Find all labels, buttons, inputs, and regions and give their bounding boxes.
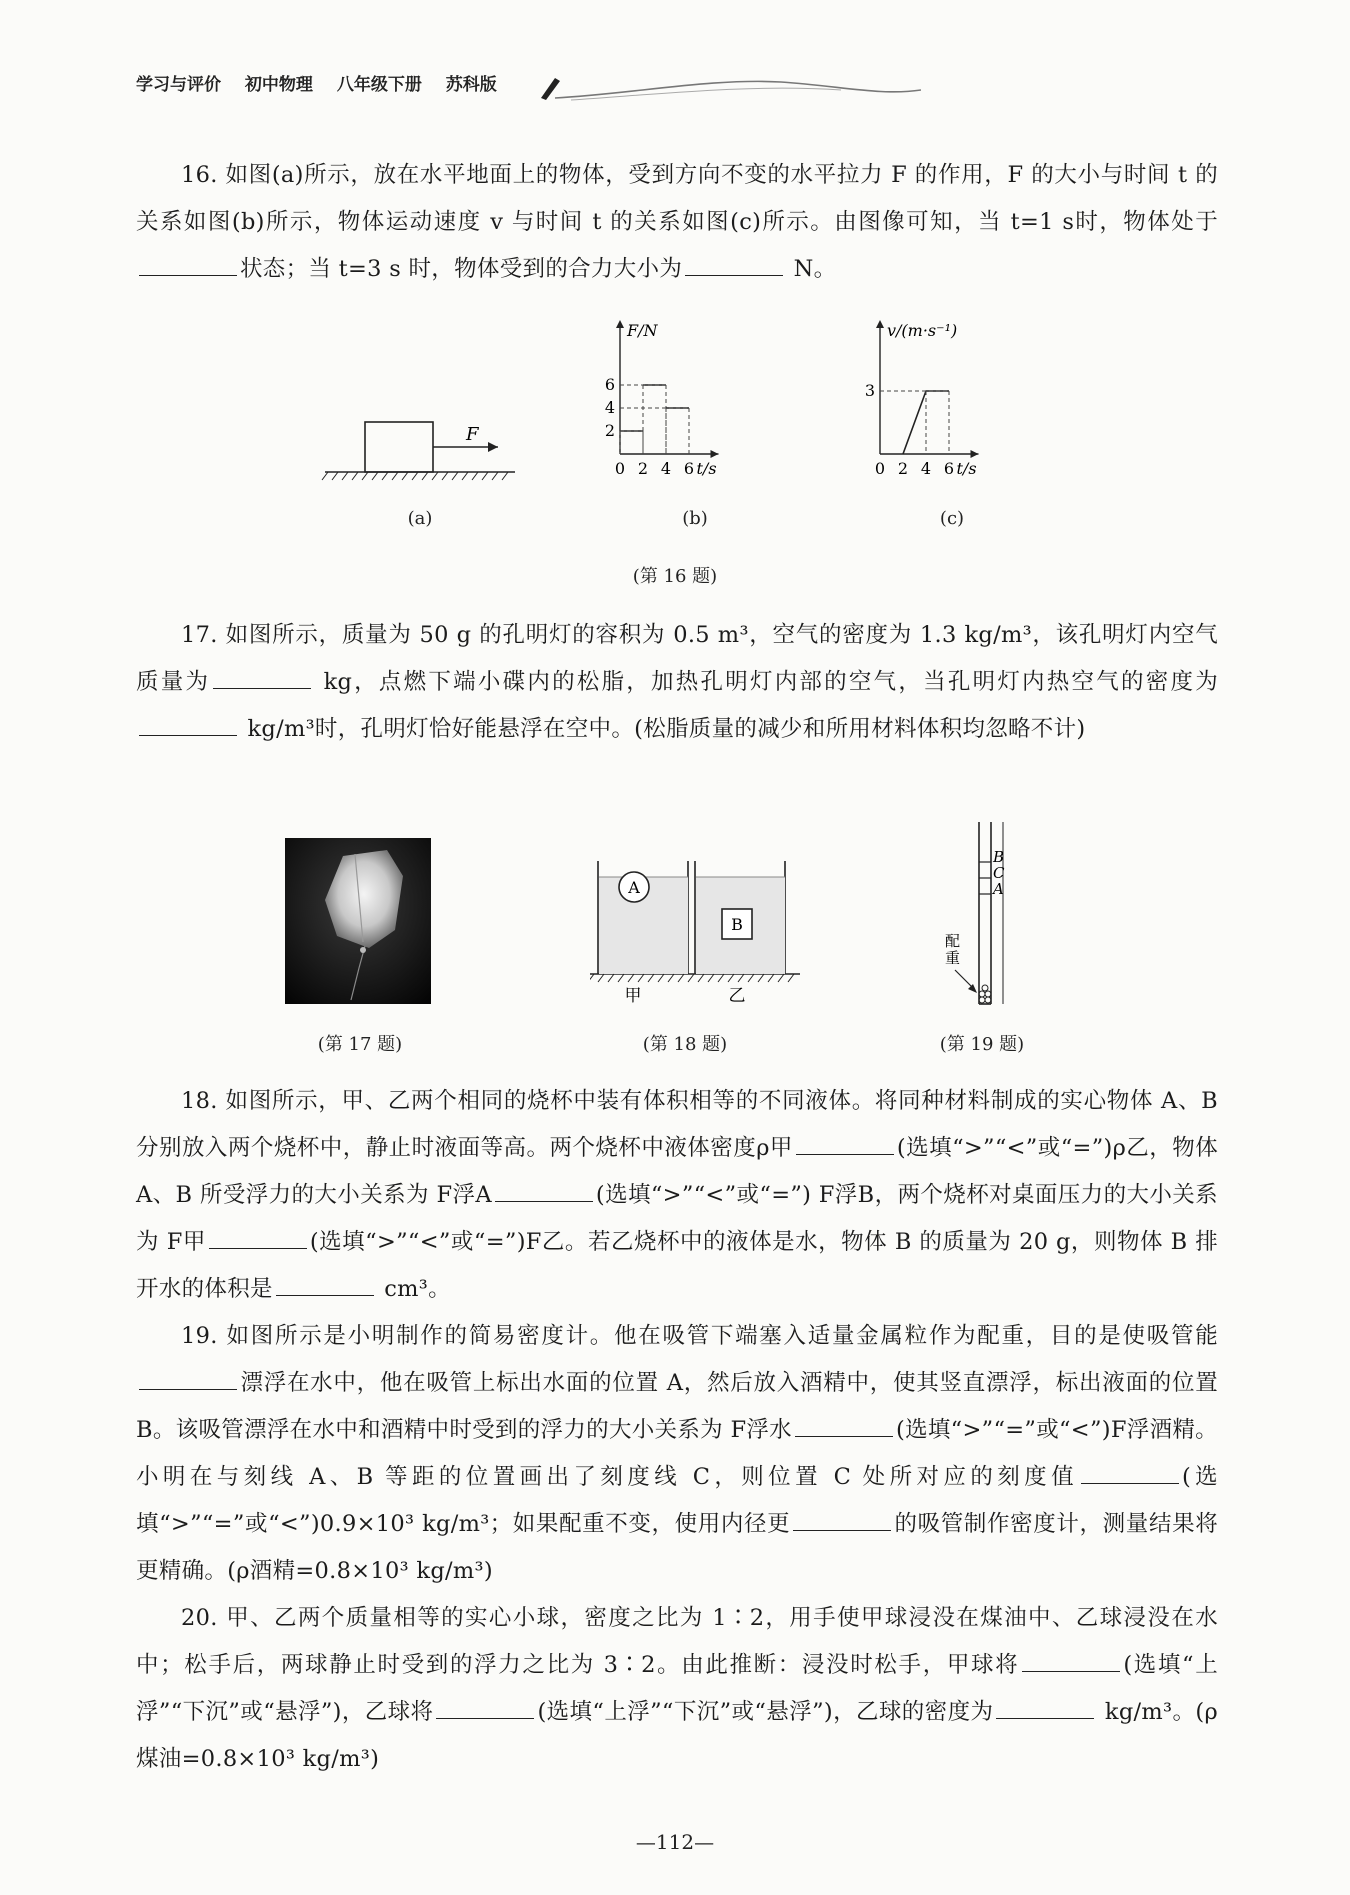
q20-blank-1[interactable] — [1022, 1651, 1120, 1672]
caption-16c: (c) — [939, 508, 965, 529]
q19-text-3: (选填“>”“=”或“<”)F浮酒精。小明在与刻线 A、B 等距的位置画出了刻度线 C，则位置 C 处所对应的刻度值 — [136, 1417, 1218, 1490]
question-18 — [136, 1078, 1218, 1313]
ball-a-label: A — [628, 878, 640, 897]
caption-16b: (b) — [682, 508, 708, 529]
q18-text-5: cm³。 — [376, 1276, 451, 1302]
caption-question-18: (第 18 题) — [642, 1034, 728, 1055]
caption-question-16: (第 16 题) — [632, 566, 718, 587]
q18-text-1: 18. 如图所示，甲、乙两个相同的烧杯中装有体积相等的不同液体。将同种材料制成的实心物体 A、B 分别放入两个烧杯中，静止时液面等高。两个烧杯中液体密度ρ甲 — [136, 1088, 1218, 1161]
q18-blank-1[interactable] — [796, 1134, 894, 1155]
page-header — [136, 70, 1216, 104]
q17-blank-1[interactable] — [213, 668, 311, 689]
q17-blank-2[interactable] — [139, 715, 237, 736]
beaker-jia-label: 甲 — [624, 986, 642, 1006]
caption-question-19: (第 19 题) — [939, 1034, 1025, 1055]
chart-16c — [860, 314, 1050, 484]
chart-c-y-arrow — [876, 320, 884, 328]
mark-b-label: B — [993, 848, 1005, 866]
q16-blank-2[interactable] — [685, 255, 783, 276]
figure-18-beakers — [590, 856, 820, 1006]
object-block — [365, 422, 433, 472]
q19-text-4: (选填“>”“=”或“<”)0.9×10³ kg/m³；如果配重不变，使用内径更 — [136, 1464, 1218, 1537]
chart-c-y-tick: 3 — [864, 381, 875, 400]
chart-b-y-tick: 2 — [604, 421, 615, 440]
metal-grains — [979, 985, 991, 1003]
q20-text-1: 20. 甲、乙两个质量相等的实心小球，密度之比为 1∶2，用手使甲球浸没在煤油中、乙球浸没在水中；松手后，两球静止时受到的浮力之比为 3∶2。由此推断：浸没时松手，甲球将 — [136, 1605, 1218, 1678]
q17-text-2: kg，点燃下端小碟内的松脂，加热孔明灯内部的空气，当孔明灯内热空气的密度为 — [314, 669, 1219, 695]
question-19 — [136, 1313, 1218, 1595]
chart-b-y-tick: 4 — [604, 398, 615, 417]
page-number: —112— — [635, 1830, 715, 1854]
q20-text-3: (选填“上浮”“下沉”或“悬浮”)，乙球的密度为 — [537, 1699, 994, 1725]
block-b-label: B — [731, 915, 743, 934]
mark-a-label: A — [993, 880, 1004, 898]
q19-blank-1[interactable] — [139, 1369, 237, 1390]
chart-c-x-tick: 4 — [920, 459, 932, 478]
chart-b-y-label: F/N — [627, 321, 658, 340]
q20-text-4: kg/m³。(ρ煤油=0.8×10³ kg/m³) — [136, 1699, 1218, 1772]
q20-text-2: (选填“上浮”“下沉”或“悬浮”)，乙球将 — [136, 1652, 1218, 1725]
figure-19-densimeter — [935, 818, 1025, 1008]
q16-text-1: 16. 如图(a)所示，放在水平地面上的物体，受到方向不变的水平拉力 F 的作用，F 的大小与时间 t 的关系如图(b)所示，物体运动速度 v 与时间 t 的关系如图(c)所示。由图像可知，当 t=1 s时，物体处于 — [136, 162, 1218, 235]
q19-text-5: 的吸管制作密度计，测量结果将更精确。(ρ酒精=0.8×10³ kg/m³) — [136, 1511, 1218, 1584]
mark-c-label: C — [993, 864, 1005, 882]
chart-c-y-label: v/(m·s⁻¹) — [887, 321, 958, 340]
force-label: F — [466, 424, 479, 445]
q19-blank-4[interactable] — [793, 1510, 891, 1531]
caption-question-17: (第 17 题) — [317, 1034, 403, 1055]
pen-icon — [541, 64, 921, 104]
q19-blank-3[interactable] — [1081, 1463, 1179, 1484]
chart-16b — [600, 314, 770, 484]
chart-b-x-tick: 0 — [614, 459, 626, 478]
q18-blank-3[interactable] — [209, 1228, 307, 1249]
beaker-yi-label: 乙 — [728, 986, 746, 1006]
figure-16a — [320, 410, 520, 490]
q16-text-2: 状态；当 t=3 s 时，物体受到的合力大小为 — [240, 256, 683, 282]
q19-text-1: 19. 如图所示是小明制作的简易密度计。他在吸管下端塞入适量金属粒作为配重，目的是使吸管能 — [181, 1323, 1218, 1349]
q16-text-3: N。 — [786, 256, 837, 282]
q19-text-2: 漂浮在水中，他在吸管上标出水面的位置 A，然后放入酒精中，使其竖直漂浮，标出液面的位置 B。该吸管漂浮在水中和酒精中时受到的浮力的大小关系为 F浮水 — [136, 1370, 1218, 1443]
q18-blank-4[interactable] — [276, 1275, 374, 1296]
figure-17-lantern-photo — [285, 838, 431, 1004]
header-grade: 八年级下册 — [336, 75, 422, 95]
header-edition: 苏科版 — [445, 75, 497, 95]
chart-b-x-tick: 4 — [660, 459, 672, 478]
chart-b-x-label: t/s — [696, 459, 717, 478]
caption-16a: (a) — [407, 508, 433, 529]
q19-blank-2[interactable] — [795, 1416, 893, 1437]
q18-blank-2[interactable] — [495, 1181, 593, 1202]
q17-text-3: kg/m³时，孔明灯恰好能悬浮在空中。(松脂质量的减少和所用材料体积均忽略不计) — [240, 716, 1086, 742]
chart-b-y-tick: 6 — [604, 375, 615, 394]
chart-c-x-label: t/s — [956, 459, 977, 478]
question-17 — [136, 612, 1218, 753]
chart-c-x-arrow — [971, 450, 979, 458]
chart-c-x-tick: 0 — [874, 459, 886, 478]
q16-blank-1[interactable] — [139, 255, 237, 276]
weight-label: 配重 — [945, 932, 961, 967]
chart-c-x-tick: 2 — [897, 459, 909, 478]
q20-blank-3[interactable] — [996, 1698, 1094, 1719]
chart-b-y-arrow — [616, 320, 624, 328]
header-subject: 初中物理 — [244, 75, 313, 95]
header-book: 学习与评价 — [136, 75, 221, 95]
q20-blank-2[interactable] — [436, 1698, 534, 1719]
chart-b-x-arrow — [711, 450, 719, 458]
question-16 — [136, 152, 1218, 293]
q17-text-1: 17. 如图所示，质量为 50 g 的孔明灯的容积为 0.5 m³，空气的密度为 1.3 kg/m³，该孔明灯内空气质量为 — [136, 622, 1218, 695]
chart-b-x-tick: 2 — [637, 459, 649, 478]
q18-text-3: (选填“>”“<”或“=”) F浮B，两个烧杯对桌面压力的大小关系为 F甲 — [136, 1182, 1218, 1255]
question-20 — [136, 1595, 1218, 1783]
chart-c-x-tick: 6 — [943, 459, 955, 478]
q18-text-2: (选填“>”“<”或“=”)ρ乙，物体 A、B 所受浮力的大小关系为 F浮A — [136, 1135, 1218, 1208]
q18-text-4: (选填“>”“<”或“=”)F乙。若乙烧杯中的液体是水，物体 B 的质量为 20 g，则物体 B 排开水的体积是 — [136, 1229, 1218, 1302]
chart-b-x-tick: 6 — [683, 459, 695, 478]
